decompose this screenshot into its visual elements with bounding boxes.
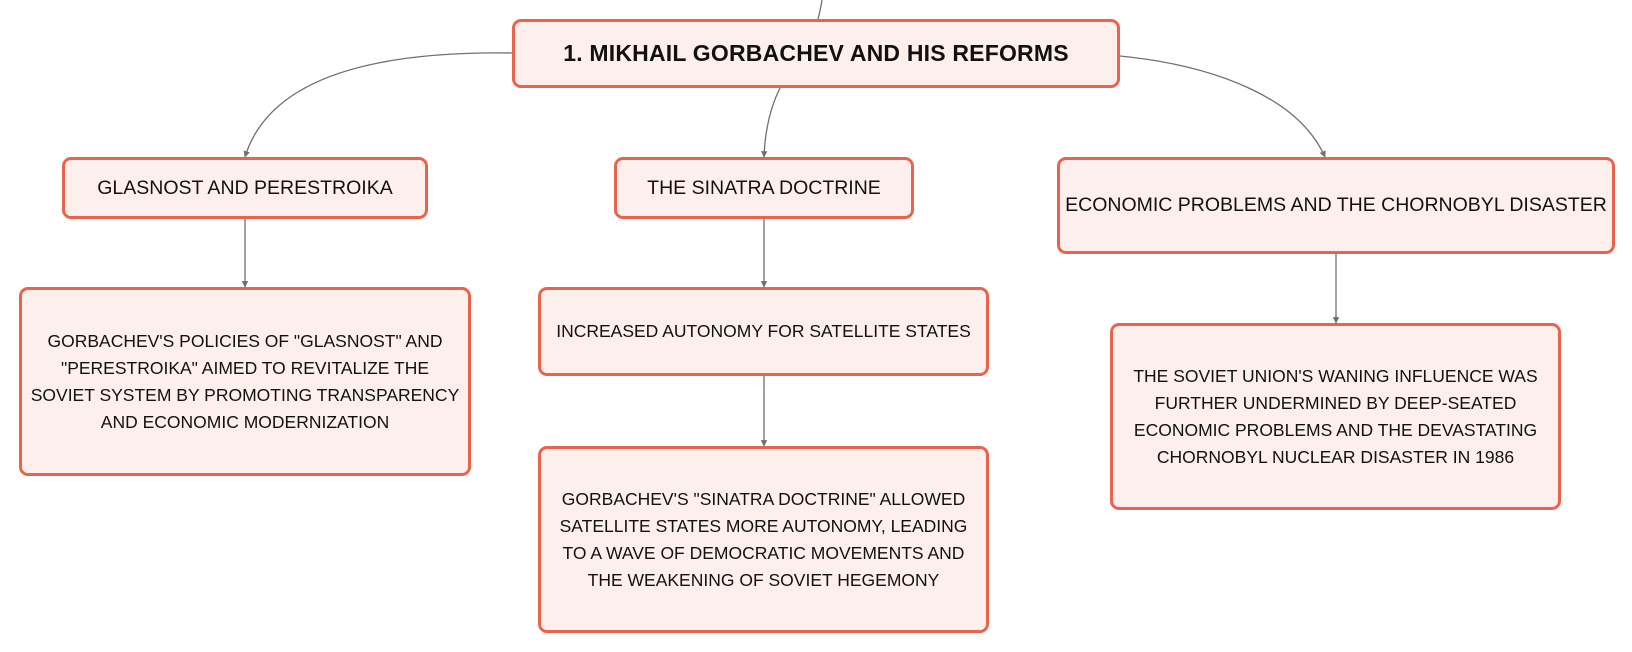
topic-node-sinatra-doctrine[interactable]: THE SINATRA DOCTRINE xyxy=(614,157,914,219)
root-topic-node[interactable]: 1. MIKHAIL GORBACHEV AND HIS REFORMS xyxy=(512,19,1120,88)
connector-root-to-glasnost xyxy=(245,53,512,157)
topic-node-glasnost-perestroika[interactable]: GLASNOST AND PERESTROIKA xyxy=(62,157,428,219)
connector-root-to-sinatra xyxy=(764,88,780,157)
subtopic-node-waning-influence[interactable]: THE SOVIET UNION'S WANING INFLUENCE WAS FURTHER UNDERMINED BY DEEP-SEATED ECONOMIC PROBLEMS AND THE DEVASTATING CHORNOBYL NUCLEAR DISASTER IN 1986 xyxy=(1110,323,1561,510)
connector-parent-to-root xyxy=(818,0,822,19)
subtopic-node-increased-autonomy[interactable]: INCREASED AUTONOMY FOR SATELLITE STATES xyxy=(538,287,989,376)
connector-root-to-economic xyxy=(1120,56,1325,157)
subtopic-node-glasnost-policies[interactable]: GORBACHEV'S POLICIES OF "GLASNOST" AND "PERESTROIKA" AIMED TO REVITALIZE THE SOVIET SYSTEM BY PROMOTING TRANSPARENCY AND ECONOMIC MODERNIZATION xyxy=(19,287,471,476)
topic-node-economic-chornobyl[interactable]: ECONOMIC PROBLEMS AND THE CHORNOBYL DISASTER xyxy=(1057,157,1615,254)
subtopic-node-sinatra-doctrine-effects[interactable]: GORBACHEV'S "SINATRA DOCTRINE" ALLOWED SATELLITE STATES MORE AUTONOMY, LEADING TO A WAVE OF DEMOCRATIC MOVEMENTS AND THE WEAKENING OF SOVIET HEGEMONY xyxy=(538,446,989,633)
